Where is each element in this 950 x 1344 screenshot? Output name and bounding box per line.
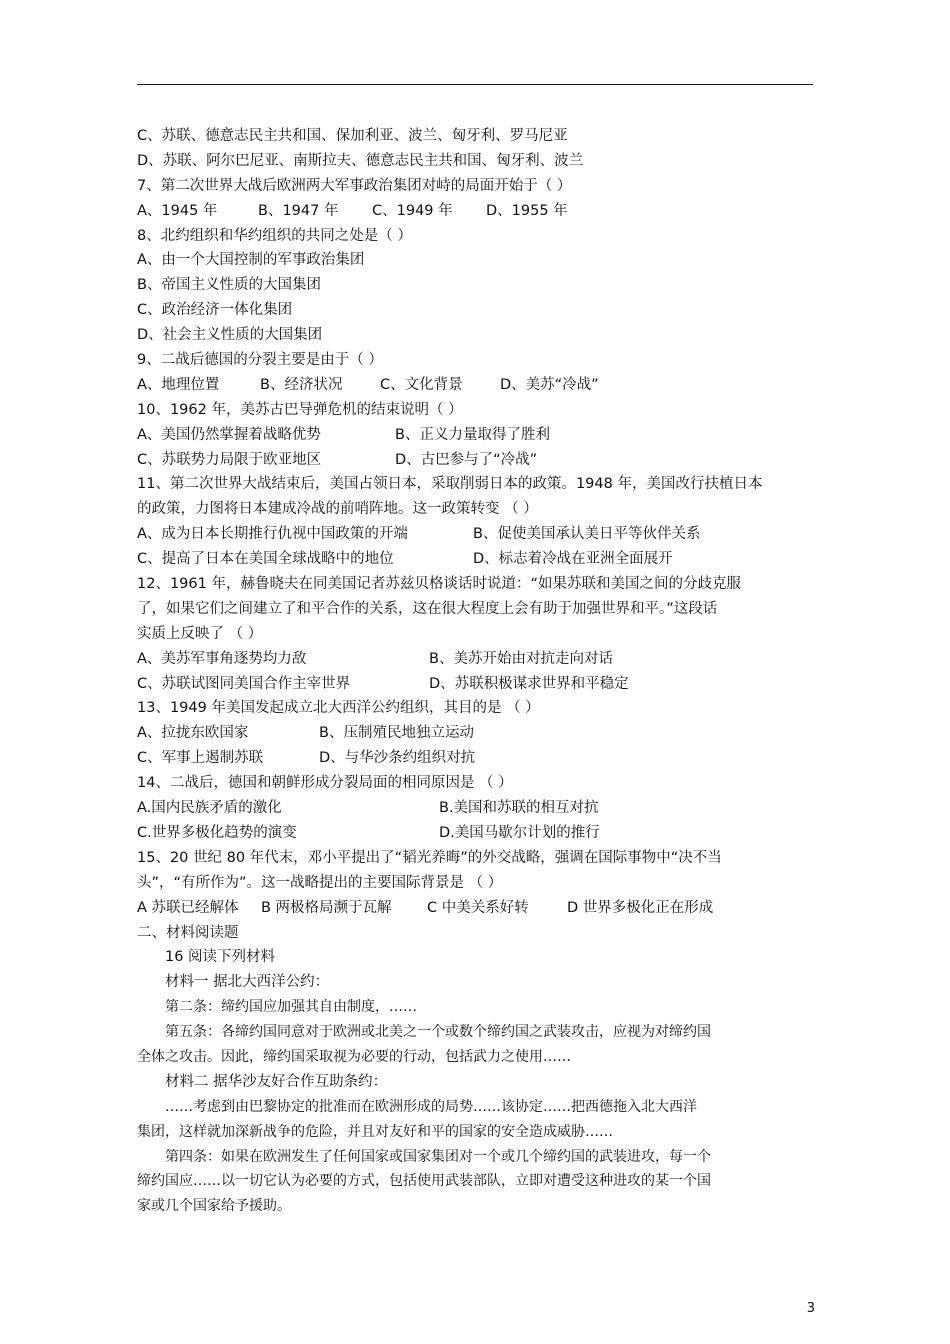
page-number: 3 — [806, 1301, 815, 1316]
option-row — [137, 448, 817, 473]
option-text: A、成为日本长期推行仇视中国政策的开端 — [137, 526, 408, 543]
option-text: B.美国和苏联的相互对抗 — [439, 800, 599, 817]
option-text: D、1955 年 — [486, 202, 568, 219]
text-line: 14、二战后，德国和朝鲜形成分裂局面的相同原因是 （ ） — [137, 775, 513, 792]
text-line: 7、第二次世界大战后欧洲两大军事政治集团对峙的局面开始于（ ） — [137, 177, 572, 194]
text-line: 10、1962 年，美苏古巴导弹危机的结束说明（ ） — [137, 401, 463, 418]
option-text: D、美苏“冷战” — [500, 376, 599, 393]
option-text: C、苏联势力局限于欧亚地区 — [137, 451, 322, 468]
text-line: A、由一个大国控制的军事政治集团 — [137, 252, 365, 269]
option-text: A、拉拢东欧国家 — [137, 725, 249, 742]
header-rule — [137, 84, 813, 85]
option-text: D、与华沙条约组织对抗 — [319, 750, 476, 767]
text-line: 12、1961 年，赫鲁晓夫在同美国记者苏兹贝格谈话时说道：“如果苏联和美国之间的分歧克服 — [137, 576, 741, 593]
option-text: B 两极格局濒于瓦解 — [261, 899, 392, 916]
option-row — [137, 896, 817, 921]
option-text: D、古巴参与了“冷战” — [395, 451, 538, 468]
option-row — [137, 672, 817, 697]
option-text: A.国内民族矛盾的激化 — [137, 800, 282, 817]
text-line: D、社会主义性质的大国集团 — [137, 327, 323, 344]
option-text: B、正义力量取得了胜利 — [395, 426, 550, 443]
text-line: 15、20 世纪 80 年代末，邓小平提出了“韬光养晦”的外交战略，强调在国际事物中“决不当 — [137, 849, 722, 866]
option-row — [137, 647, 817, 672]
option-row — [137, 721, 817, 746]
text-line: 实质上反映了 （ ） — [137, 625, 263, 642]
text-line: C、苏联、德意志民主共和国、保加利亚、波兰、匈牙利、罗马尼亚 — [137, 128, 568, 144]
option-row — [137, 796, 817, 821]
text-line: 第五条：各缔约国同意对于欧洲或北美之一个或数个缔约国之武装攻击，应视为对缔约国 — [165, 1024, 711, 1041]
text-line: 了，如果它们之间建立了和平合作的关系，这在很大程度上会有助于加强世界和平。”这段话 — [137, 600, 718, 617]
option-row — [137, 423, 817, 448]
text-line: 二、材料阅读题 — [137, 924, 239, 941]
text-line: 13、1949 年美国发起成立北大西洋公约组织，其目的是 （ ） — [137, 700, 540, 717]
option-text: A、美苏军事角逐势均力敌 — [137, 650, 307, 667]
text-line: 的政策，力图将日本建成冷战的前哨阵地。这一政策转变 （ ） — [137, 501, 538, 518]
text-line: 全体之攻击。因此，缔约国采取视为必要的行动，包括武力之使用…… — [137, 1048, 571, 1065]
text-line: D、苏联、阿尔巴尼亚、南斯拉夫、德意志民主共和国、匈牙利、波兰 — [137, 152, 584, 169]
text-line: 材料一 据北大西洋公约： — [165, 974, 330, 991]
option-row — [137, 746, 817, 771]
text-line: 集团，这样就加深新战争的危险，并且对友好和平的国家的安全造成威胁…… — [137, 1123, 613, 1140]
document-body — [137, 124, 817, 1219]
text-line: 家或几个国家给予援助。 — [137, 1198, 291, 1215]
text-line: 11、第二次世界大战结束后，美国占领日本，采取削弱日本的政策。1948 年，美国改行扶植日本 — [137, 476, 763, 493]
option-row — [137, 821, 817, 846]
option-text: B、促使美国承认美日平等伙伴关系 — [473, 526, 701, 543]
option-text: B、1947 年 — [258, 202, 339, 219]
option-row — [137, 373, 817, 398]
option-text: B、压制殖民地独立运动 — [319, 725, 474, 742]
text-line: 材料二 据华沙友好合作互助条约： — [165, 1073, 388, 1090]
option-row — [137, 522, 817, 547]
text-line: 9、二战后德国的分裂主要是由于（ ） — [137, 352, 383, 369]
option-text: A、地理位置 — [137, 376, 220, 393]
option-text: D 世界多极化正在形成 — [567, 899, 714, 916]
option-text: C、提高了日本在美国全球战略中的地位 — [137, 551, 394, 568]
option-text: C、军事上遏制苏联 — [137, 750, 264, 767]
text-line: 第四条：如果在欧洲发生了任何国家或国家集团对一个或几个缔约国的武装进攻，每一个 — [165, 1148, 711, 1165]
text-line: 头”，“有所作为”。这一战略提出的主要国际背景是 （ ） — [137, 874, 503, 891]
option-row — [137, 199, 817, 224]
text-line: B、帝国主义性质的大国集团 — [137, 277, 321, 294]
text-line: ……考虑到由巴黎协定的批准而在欧洲形成的局势……该协定……把西德拖入北大西洋 — [165, 1098, 697, 1115]
option-text: D、标志着冷战在亚洲全面展开 — [473, 551, 673, 568]
option-row — [137, 547, 817, 572]
text-line: 第二条：缔约国应加强其自由制度，…… — [165, 999, 417, 1016]
option-text: C、1949 年 — [372, 202, 453, 219]
option-text: D.美国马歇尔计划的推行 — [439, 824, 600, 841]
option-text: A 苏联已经解体 — [137, 899, 239, 916]
option-text: C、苏联试图同美国合作主宰世界 — [137, 675, 351, 692]
text-line: 16 阅读下列材料 — [165, 949, 276, 966]
option-text: A、美国仍然掌握着战略优势 — [137, 426, 321, 443]
option-text: B、经济状况 — [260, 376, 343, 393]
option-text: C.世界多极化趋势的演变 — [137, 824, 297, 841]
option-text: D、苏联积极谋求世界和平稳定 — [429, 675, 629, 692]
option-text: C 中美关系好转 — [427, 899, 529, 916]
text-line: C、政治经济一体化集团 — [137, 302, 293, 319]
option-text: C、文化背景 — [380, 376, 463, 393]
option-text: A、1945 年 — [137, 202, 218, 219]
text-line: 8、北约组织和华约组织的共同之处是（ ） — [137, 227, 412, 244]
text-line: 缔约国应……以一切它认为必要的方式，包括使用武装部队，立即对遭受这种进攻的某一个国 — [137, 1173, 711, 1190]
option-text: B、美苏开始由对抗走向对话 — [429, 650, 613, 667]
